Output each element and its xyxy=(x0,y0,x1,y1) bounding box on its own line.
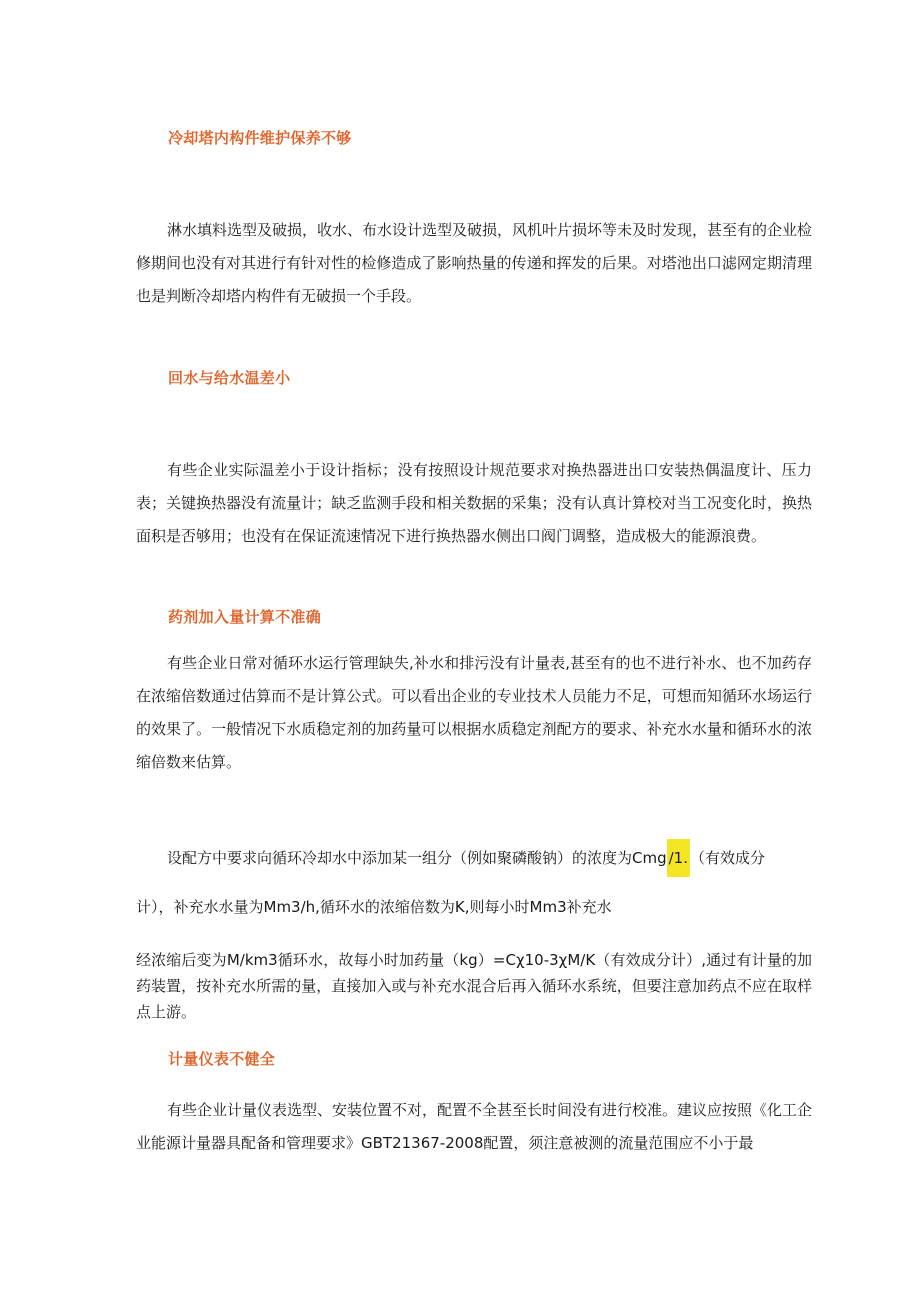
paragraph-formula: 经浓缩后变为M∕km3循环水，故每小时加药量（kg）=Cχ10-3χM∕K（有效成分计）,通过有计量的加药装置，按补充水所需的量，直接加入或与补充水混合后再入循环水系统，但要注意加药点不应在取样点上游。 xyxy=(136,951,812,1021)
formula-line-2: 计），补充水水量为Mm3∕h,循环水的浓缩倍数为K,则每小时Mm3补充水 xyxy=(136,898,612,916)
section-heading-dosage: 药剂加入量计算不准确 xyxy=(168,608,322,626)
paragraph-cooling-tower: 淋水填料选型及破损，收水、布水设计选型及破损，风机叶片损坏等未及时发现，甚至有的企业检修期间也没有对其进行有针对性的检修造成了影响热量的传递和挥发的后果。对塔池出口滤网定期清理也是判断冷却塔内构件有无破损一个手段。 xyxy=(136,221,813,305)
paragraph-dosage: 有些企业日常对循环水运行管理缺失,补水和排污没有计量表,甚至有的也不进行补水、也不加药存在浓缩倍数通过估算而不是计算公式。可以看出企业的专业技术人员能力不足，可想而知循环水场运行的效果了。一般情况下水质稳定剂的加药量可以根据水质稳定剂配方的要求、补充水水量和循环水的浓缩倍数来估算。 xyxy=(136,654,812,771)
section-heading-metering: 计量仪表不健全 xyxy=(168,1050,276,1068)
formula-line-1-before: 设配方中要求向循环冷却水中添加某一组分（例如聚磷酸钠）的浓度为Cmg xyxy=(167,849,667,867)
section-heading-cooling-tower: 冷却塔内构件维护保养不够 xyxy=(168,129,352,147)
section-heading-temperature-diff: 回水与给水温差小 xyxy=(168,369,291,387)
paragraph-temperature-diff: 有些企业实际温差小于设计指标；没有按照设计规范要求对换热器进出口安装热偶温度计、压力表；关键换热器没有流量计；缺乏监测手段和相关数据的采集；没有认真计算校对当工况变化时，换热面积是否够用；也没有在保证流速情况下进行换热器水侧出口阀门调整，造成极大的能源浪费。 xyxy=(136,461,812,545)
paragraph-metering: 有些企业计量仪表选型、安装位置不对，配置不全甚至长时间没有进行校准。建议应按照《化工企业能源计量器具配备和管理要求》GBT21367-2008配置，须注意被测的流量范围应不小于最 xyxy=(136,1101,813,1152)
highlight-mark: ∕1. xyxy=(667,839,690,877)
formula-line-1 xyxy=(167,847,765,868)
formula-line-1-after: （有效成分 xyxy=(690,849,766,867)
